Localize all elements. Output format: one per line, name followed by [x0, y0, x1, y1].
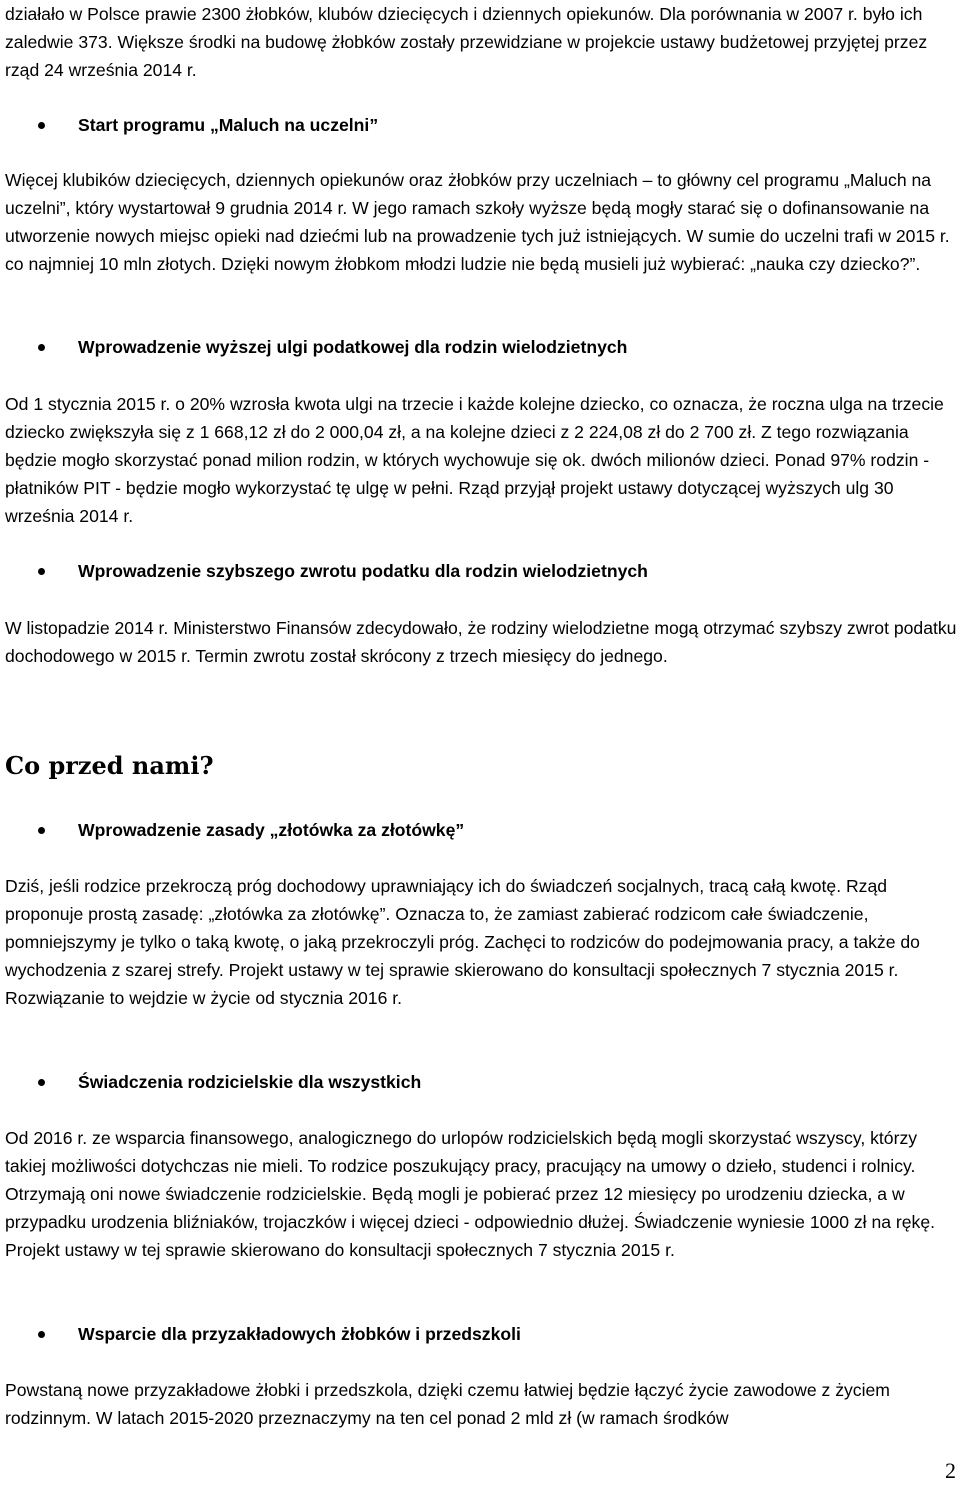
section-body-swiadczenia: Od 2016 r. ze wsparcia finansowego, analogicznego do urlopów rodzicielskich będą mogli skorzystać wszyscy, którzy takiej możliwości dotychczas nie mieli. To rodzice poszukujący pracy, pracujący na umowy o dzieło, studenci i rolnicy. Otrzymają oni nowe świadczenie rodzicielskie. Będą mogli je pobierać przez 12 miesięcy po urodzeniu dziecka, a w przypadku urodzenia bliźniaków, trojaczków i więcej dzieci - odpowiednio dłużej. Świadczenie wyniesie 1000 zł na rękę. Projekt ustawy w tej sprawie skierowano do konsultacji społecznych 7 stycznia 2015 r. [5, 1128, 936, 1260]
section-heading-zlotowka: Wprowadzenie zasady „złotówka za złotówkę” [78, 820, 465, 840]
section-heading-zlobki: Wsparcie dla przyzakładowych żłobków i przedszkoli [78, 1324, 521, 1344]
bullet-icon [38, 344, 45, 351]
section-body-ulga: Od 1 stycznia 2015 r. o 20% wzrosła kwota ulgi na trzecie i każde kolejne dziecko, co oznacza, że roczna ulga na trzecie dziecko zwiększyła się z 1 668,12 zł do 2 000,04 zł, a na kolejne dzieci z 2 224,08 zł do 2 700 zł. Z tego rozwiązania będzie mogło skorzystać ponad milion rodzin, w których wychowuje się ok. dwóch milionów dzieci. Ponad 97% rodzin - płatników PIT - będzie mogło wykorzystać tę ulgę w pełni. Rząd przyjął projekt ustawy dotyczącej wyższych ulg 30 września 2014 r. [5, 394, 944, 526]
section-heading-ulga: Wprowadzenie wyższej ulgi podatkowej dla rodzin wielodzietnych [78, 337, 628, 357]
page-number: 2 [945, 1458, 956, 1483]
intro-paragraph: działało w Polsce prawie 2300 żłobków, klubów dziecięcych i dziennych opiekunów. Dla porównania w 2007 r. było ich zaledwie 373. Większe środki na budowę żłobków zostały przewidziane w projekcie ustawy budżetowej przyjętej przez rząd 24 września 2014 r. [5, 4, 928, 80]
section-heading-swiadczenia: Świadczenia rodzicielskie dla wszystkich [78, 1072, 422, 1092]
section-body-zlotowka: Dziś, jeśli rodzice przekroczą próg dochodowy uprawniający ich do świadczeń socjalnych, tracą całą kwotę. Rząd proponuje prostą zasadę: „złotówka za złotówkę”. Oznacza to, że zamiast zabierać rodzicom całe świadczenie, pomniejszymy je tylko o taką kwotę, o jaką przekroczyli próg. Zachęci to rodziców do podejmowania pracy, a także do wychodzenia z szarej strefy. Projekt ustawy w tej sprawie skierowano do konsultacji społecznych 7 stycznia 2015 r. Rozwiązanie to wejdzie w życie od stycznia 2016 r. [5, 876, 920, 1008]
bullet-icon [38, 827, 45, 834]
section-heading-zwrot: Wprowadzenie szybszego zwrotu podatku dla rodzin wielodzietnych [78, 561, 648, 581]
bullet-icon [38, 1331, 45, 1338]
future-section-title: Co przed nami? [5, 751, 214, 780]
bullet-icon [38, 1079, 45, 1086]
bullet-icon [38, 568, 45, 575]
section-body-zwrot: W listopadzie 2014 r. Ministerstwo Finansów zdecydowało, że rodziny wielodzietne mogą otrzymać szybszy zwrot podatku dochodowego w 2015 r. Termin zwrotu został skrócony z trzech miesięcy do jednego. [5, 618, 957, 666]
bullet-icon [38, 122, 45, 129]
section-body-maluch: Więcej klubików dziecięcych, dziennych opiekunów oraz żłobków przy uczelniach – to główny cel programu „Maluch na uczelni”, który wystartował 9 grudnia 2014 r. W jego ramach szkoły wyższe będą mogły starać się o dofinansowanie na utworzenie nowych miejsc opieki nad dziećmi lub na prowadzenie tych już istniejących. W sumie do uczelni trafi w 2015 r. co najmniej 10 mln złotych. Dzięki nowym żłobkom młodzi ludzie nie będą musieli już wybierać: „nauka czy dziecko?”. [5, 170, 950, 274]
section-body-zlobki: Powstaną nowe przyzakładowe żłobki i przedszkola, dzięki czemu łatwiej będzie łączyć życie zawodowe z życiem rodzinnym. W latach 2015-2020 przeznaczymy na ten cel ponad 2 mld zł (w ramach środków [5, 1380, 890, 1428]
section-heading-maluch: Start programu „Maluch na uczelni” [78, 115, 379, 135]
